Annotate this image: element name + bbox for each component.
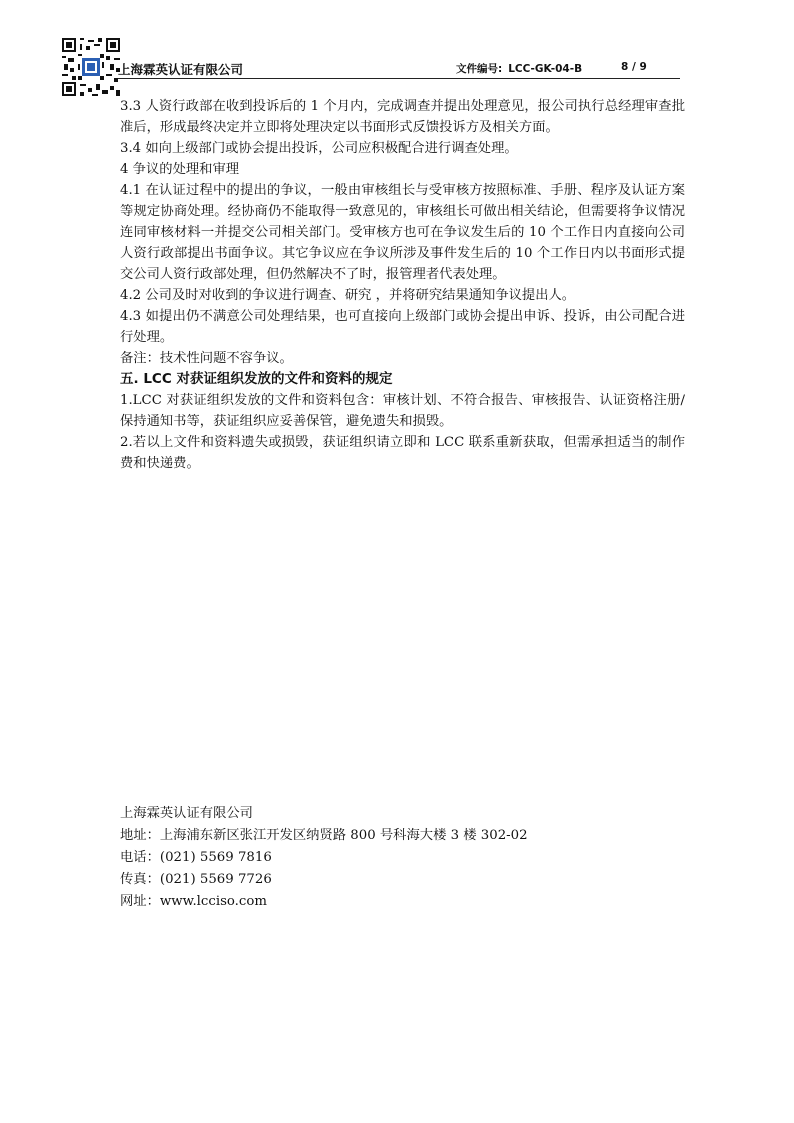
- page-number: 8 / 9: [621, 61, 647, 73]
- header-company-name: 上海霖英认证有限公司: [118, 62, 244, 77]
- paragraph-4-3: 4.3 如提出仍不满意公司处理结果，也可直接向上级部门或协会提出申诉、投诉，由公司配合进行处理。: [120, 309, 685, 345]
- header-divider: [118, 78, 680, 79]
- section-5-item-1: 1.LCC 对获证组织发放的文件和资料包含：审核计划、不符合报告、审核报告、认证资格注册/保持通知书等，获证组织应妥善保管，避免遗失和损毁。: [120, 393, 685, 429]
- doc-number-value: LCC-GK-04-B: [508, 63, 583, 75]
- document-body: [120, 96, 685, 474]
- footer-phone: 电话：(021) 5569 7816: [120, 850, 272, 865]
- paragraph-4-2: 4.2 公司及时对收到的争议进行调查、研究 ，并将研究结果通知争议提出人。: [120, 288, 576, 303]
- section-5-title: 五. LCC 对获证组织发放的文件和资料的规定: [120, 371, 393, 387]
- footer-company: 上海霖英认证有限公司: [120, 806, 253, 821]
- footer-fax: 传真：(021) 5569 7726: [120, 872, 272, 887]
- paragraph-4-1: 4.1 在认证过程中的提出的争议，一般由审核组长与受审核方按照标准、手册、程序及认证方案等规定协商处理。经协商仍不能取得一致意见的，审核组长可做出相关结论，但需要将争议情况连同审核材料一并提交公司相关部门。受审核方也可在争议发生后的 10 个工作日内直接向公司人资行政部提出书面争议。其它争议应在争议所涉及事件发生后的 10 个工作日内以书面形式提交公司人资行政部处理，但仍然解决不了时，报管理者代表处理。: [120, 183, 685, 282]
- heading-section-4: 4 争议的处理和审理: [120, 162, 240, 177]
- header-doc-number: [456, 61, 582, 76]
- footer-website: 网址：www.lcciso.com: [120, 894, 267, 909]
- doc-number-label: 文件编号:: [456, 63, 503, 75]
- qr-code-icon: [62, 38, 120, 96]
- footer-address: 地址：上海浦东新区张江开发区纳贤路 800 号科海大楼 3 楼 302-02: [120, 828, 528, 843]
- contact-footer: [120, 803, 685, 913]
- paragraph-3-4: 3.4 如向上级部门或协会提出投诉，公司应积极配合进行调查处理。: [120, 141, 518, 156]
- note-paragraph: 备注：技术性问题不容争议。: [120, 351, 293, 366]
- section-5-item-2: 2.若以上文件和资料遗失或损毁，获证组织请立即和 LCC 联系重新获取，但需承担适当的制作费和快递费。: [120, 435, 685, 471]
- page-header: [118, 60, 678, 78]
- paragraph-3-3: 3.3 人资行政部在收到投诉后的 1 个月内，完成调查并提出处理意见，报公司执行总经理审查批准后，形成最终决定并立即将处理决定以书面形式反馈投诉方及相关方面。: [120, 99, 685, 135]
